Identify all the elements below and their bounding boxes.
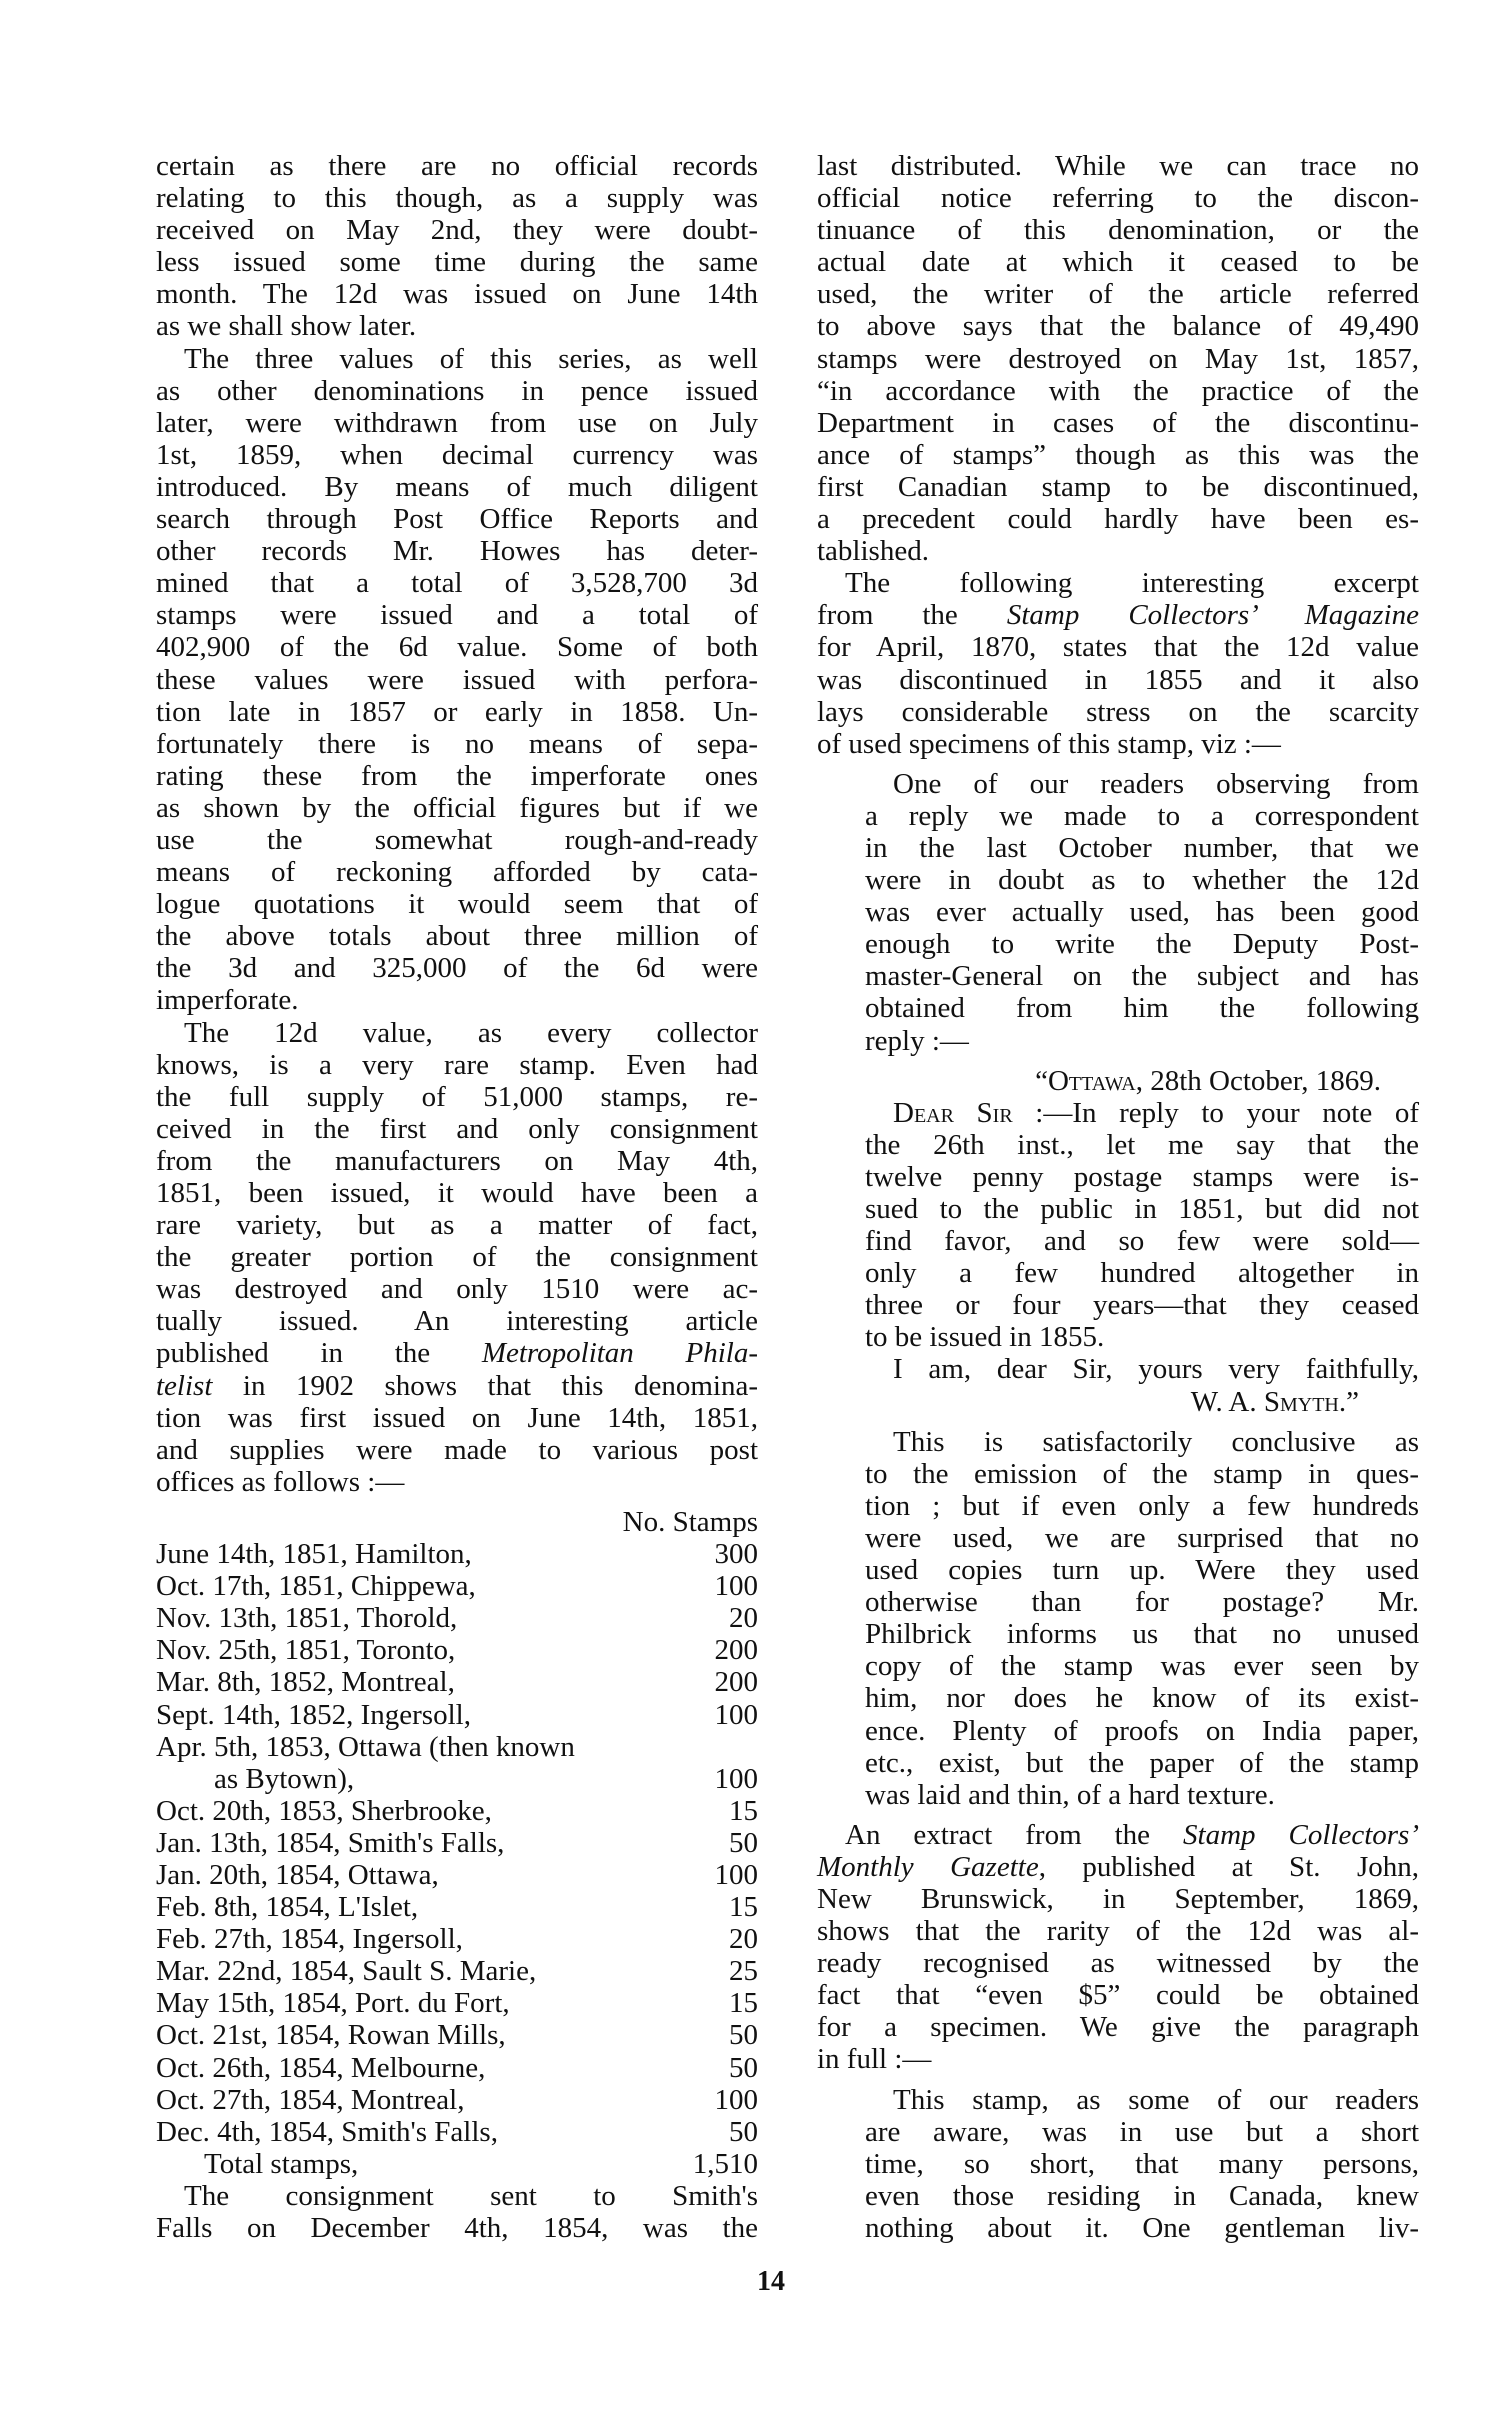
table-row: [156, 1602, 758, 1634]
text-line: otherwise than for postage? Mr.: [865, 1586, 1419, 1619]
text-run: An extract from the: [845, 1818, 1184, 1851]
table-row: [156, 1763, 758, 1795]
letter-from-deputy-postmaster: [865, 1065, 1419, 1418]
table-row: [156, 1699, 758, 1731]
text-line: other records Mr. Howes has deter-: [156, 535, 758, 568]
text-line: of used specimens of this stamp, viz :—: [817, 727, 1281, 760]
row-value: 300: [714, 1538, 758, 1571]
row-value: 15: [729, 1891, 758, 1924]
text-line: shows that the rarity of the 12d was al-: [817, 1915, 1419, 1948]
publication-title-monthly-gazette: Stamp Collectors’: [1183, 1818, 1419, 1851]
row-value: 200: [714, 1666, 758, 1699]
text-line: a precedent could hardly have been es-: [817, 503, 1419, 536]
table-row: [156, 1538, 758, 1570]
text-line: logue quotations it would seem that of: [156, 888, 758, 921]
text-line: as we shall show later.: [156, 310, 417, 343]
table-row: [156, 1634, 758, 1666]
table-row: [156, 2052, 758, 2084]
paragraph-left-4: [156, 2180, 758, 2244]
block-quote-magazine: [817, 768, 1419, 1811]
text-line: official notice referring to the discon-: [817, 182, 1419, 215]
text-line: month. The 12d was issued on June 14th: [156, 278, 758, 311]
text-line: and supplies were made to various post: [156, 1433, 758, 1466]
row-value: 15: [729, 1794, 758, 1827]
row-value: 100: [714, 1570, 758, 1603]
text-line: fortunately there is no means of sepa-: [156, 727, 758, 760]
row-value: 20: [729, 1923, 758, 1956]
row-label: Jan. 20th, 1854, Ottawa,: [156, 1858, 439, 1891]
text-line: mined that a total of 3,528,700 3d: [156, 567, 758, 600]
text-line: ance of stamps” though as this was the: [817, 438, 1419, 471]
text-line: knows, is a very rare stamp. Even had: [156, 1048, 758, 1081]
signature-name: Smyth: [1263, 1385, 1339, 1418]
text-line: was laid and thin, of a hard texture.: [865, 1778, 1275, 1811]
text-line: tablished.: [817, 535, 929, 568]
text-line: 1st, 1859, when decimal currency was: [156, 438, 758, 471]
text-line: for April, 1870, states that the 12d value: [817, 631, 1419, 664]
text-run: , published at St. John,: [1038, 1850, 1419, 1883]
text-run: :—In reply to your note of: [1012, 1096, 1419, 1129]
text-line: for a specimen. We give the paragraph: [817, 2011, 1419, 2044]
text-line: obtained from him the following: [865, 992, 1419, 1025]
row-value: 20: [729, 1602, 758, 1635]
text-line: imperforate.: [156, 984, 299, 1017]
row-value: 50: [729, 2019, 758, 2052]
row-label: Oct. 20th, 1853, Sherbrooke,: [156, 1794, 492, 1827]
text-run: in 1902 shows that this denomina-: [212, 1369, 758, 1402]
paragraph-right-3: [817, 1819, 1419, 2076]
text-line: tually issued. An interesting article: [156, 1305, 758, 1338]
table-row: [156, 2084, 758, 2116]
text-line: three or four years—that they ceased: [865, 1289, 1419, 1322]
publication-title-monthly-gazette: Monthly Gazette: [817, 1850, 1039, 1883]
table-row: [156, 1987, 758, 2019]
row-value: 100: [714, 1762, 758, 1795]
text-line: search through Post Office Reports and: [156, 503, 758, 536]
text-line: the above totals about three million of: [156, 920, 758, 953]
text-line: etc., exist, but the paper of the stamp: [865, 1746, 1419, 1779]
row-label: June 14th, 1851, Hamilton,: [156, 1538, 472, 1571]
text-line: these values were issued with perfora-: [156, 663, 758, 696]
table-row: [156, 1923, 758, 1955]
text-line: ence. Plenty of proofs on India paper,: [865, 1714, 1419, 1747]
row-label: Feb. 27th, 1854, Ingersoll,: [156, 1923, 463, 1956]
dateline-city: “Ottawa: [1035, 1064, 1136, 1097]
text-line: This stamp, as some of our readers: [893, 2083, 1419, 2116]
text-line: rare variety, but as a matter of fact,: [156, 1209, 758, 1242]
text-line: time, so short, that many persons,: [865, 2147, 1419, 2180]
text-line: enough to write the Deputy Post-: [865, 928, 1419, 961]
text-line: [156, 1370, 758, 1402]
letter-signature: [865, 1386, 1419, 1418]
publication-title-metropolitan-philatelist: Metropolitan Phila-: [481, 1337, 758, 1370]
text-line: sued to the public in 1851, but did not: [865, 1193, 1419, 1225]
row-label: Dec. 4th, 1854, Smith's Falls,: [156, 2115, 498, 2148]
text-line: master-General on the subject and has: [865, 960, 1419, 993]
stamp-distribution-table: [156, 1506, 758, 2180]
row-value: 15: [729, 1987, 758, 2020]
text-run: from the: [817, 599, 1007, 632]
dateline-date: , 28th October, 1869.: [1135, 1064, 1381, 1097]
text-line: use the somewhat rough-and-ready: [156, 823, 758, 856]
right-column: [817, 150, 1419, 2244]
row-value: 100: [714, 2083, 758, 2116]
signature-end: .”: [1338, 1385, 1359, 1418]
text-line: in the last October number, that we: [865, 831, 1419, 864]
table-header: No. Stamps: [622, 1505, 758, 1538]
text-line: [817, 599, 1419, 631]
table-row: [156, 1570, 758, 1602]
table-row: [156, 2116, 758, 2148]
table-row: [156, 1859, 758, 1891]
text-line: [817, 1851, 1419, 1883]
text-line: find favor, and so few were sold—: [865, 1225, 1419, 1258]
text-line: New Brunswick, in September, 1869,: [817, 1882, 1419, 1915]
text-line: tion ; but if even only a few hundreds: [865, 1489, 1419, 1522]
publication-title-stamp-collectors-magazine: Stamp Collectors’ Magazine: [1006, 599, 1419, 632]
table-row: [156, 1827, 758, 1859]
row-label: Mar. 22nd, 1854, Sault S. Marie,: [156, 1955, 537, 1988]
text-line: were used, we are surprised that no: [865, 1521, 1419, 1554]
text-line: The following interesting excerpt: [845, 567, 1419, 600]
text-line: Philbrick informs us that no unused: [865, 1618, 1419, 1651]
table-row: [156, 1891, 758, 1923]
text-line: lays considerable stress on the scarcity: [817, 695, 1419, 728]
row-label: Oct. 17th, 1851, Chippewa,: [156, 1570, 476, 1603]
text-line: only a few hundred altogether in: [865, 1257, 1419, 1290]
row-label: Nov. 13th, 1851, Thorold,: [156, 1602, 458, 1635]
row-value: 50: [729, 2051, 758, 2084]
text-line: The three values of this series, as well: [184, 342, 758, 375]
paragraph-left-2: [156, 343, 758, 1017]
text-line: actual date at which it ceased to be: [817, 246, 1419, 279]
row-label: Mar. 8th, 1852, Montreal,: [156, 1666, 455, 1699]
text-line: the 3d and 325,000 of the 6d were: [156, 952, 758, 985]
row-value: 50: [729, 2115, 758, 2148]
letter-salutation: Dear Sir: [893, 1096, 1013, 1129]
text-line: to be issued in 1855.: [865, 1321, 1105, 1354]
block-quote-gazette: [817, 2084, 1419, 2244]
text-line: tion was first issued on June 14th, 1851,: [156, 1401, 758, 1434]
row-value: 100: [714, 1698, 758, 1731]
text-line: last distributed. While we can trace no: [817, 150, 1419, 182]
table-row: [156, 1795, 758, 1827]
text-line: certain as there are no official records: [156, 150, 758, 182]
text-line: stamps were destroyed on May 1st, 1857,: [817, 342, 1419, 375]
text-line: was discontinued in 1855 and it also: [817, 663, 1419, 696]
row-label: Nov. 25th, 1851, Toronto,: [156, 1634, 456, 1667]
text-line: One of our readers observing from: [893, 767, 1419, 800]
letter-closing: I am, dear Sir, yours very faithfully,: [893, 1353, 1419, 1386]
text-line: Department in cases of the discontinu-: [817, 406, 1419, 439]
row-value: 100: [714, 1858, 758, 1891]
paragraph-right-1: [817, 150, 1419, 567]
row-label: as Bytown),: [214, 1762, 355, 1795]
text-line: The 12d value, as every collector: [184, 1016, 758, 1049]
text-line: twelve penny postage stamps were is-: [865, 1160, 1419, 1193]
row-label: Jan. 13th, 1854, Smith's Falls,: [156, 1826, 505, 1859]
table-row: [156, 1955, 758, 1987]
total-value: 1,510: [692, 2147, 758, 2180]
row-value: 50: [729, 1826, 758, 1859]
text-line: as other denominations in pence issued: [156, 374, 758, 407]
text-line: relating to this though, as a supply was: [156, 182, 758, 215]
text-line: later, were withdrawn from use on July: [156, 406, 758, 439]
text-line: means of reckoning afforded by cata-: [156, 856, 758, 889]
row-label: May 15th, 1854, Port. du Fort,: [156, 1987, 510, 2020]
text-line: 1851, been issued, it would have been a: [156, 1177, 758, 1209]
text-line: less issued some time during the same: [156, 246, 758, 279]
text-line: tion late in 1857 or early in 1858. Un-: [156, 695, 758, 728]
row-label: Feb. 8th, 1854, L'Islet,: [156, 1891, 419, 1924]
table-total-row: [156, 2148, 758, 2180]
text-line: 402,900 of the 6d value. Some of both: [156, 631, 758, 664]
page-number: 14: [757, 2266, 785, 2297]
text-line: a reply we made to a correspondent: [865, 799, 1419, 832]
text-line: nothing about it. One gentleman liv-: [865, 2211, 1419, 2244]
text-line: offices as follows :—: [156, 1465, 405, 1498]
text-line: [156, 1337, 758, 1369]
text-line: reply :—: [865, 1024, 969, 1057]
row-label: Oct. 27th, 1854, Montreal,: [156, 2083, 465, 2116]
text-line: This is satisfactorily conclusive as: [893, 1425, 1419, 1458]
text-line: stamps were issued and a total of: [156, 599, 758, 632]
text-line: ready recognised as witnessed by the: [817, 1947, 1419, 1980]
letter-dateline: [865, 1065, 1419, 1097]
row-label: Oct. 21st, 1854, Rowan Mills,: [156, 2019, 506, 2052]
text-line: in full :—: [817, 2043, 932, 2076]
text-line: tinuance of this denomination, or the: [817, 214, 1419, 247]
text-line: as shown by the official figures but if we: [156, 791, 758, 824]
row-label: Apr. 5th, 1853, Ottawa (then known: [156, 1730, 575, 1763]
text-line: used, the writer of the article referred: [817, 278, 1419, 311]
text-line: from the manufacturers on May 4th,: [156, 1144, 758, 1177]
paragraph-left-1: [156, 150, 758, 343]
publication-title-metropolitan-philatelist: telist: [156, 1369, 213, 1402]
text-line: the greater portion of the consignment: [156, 1241, 758, 1274]
text-line: introduced. By means of much diligent: [156, 470, 758, 503]
row-value: 25: [729, 1955, 758, 1988]
text-line: even those residing in Canada, knew: [865, 2179, 1419, 2212]
text-line: to above says that the balance of 49,490: [817, 310, 1419, 343]
text-line: received on May 2nd, they were doubt-: [156, 214, 758, 247]
row-label: Sept. 14th, 1852, Ingersoll,: [156, 1698, 471, 1731]
text-line: was ever actually used, has been good: [865, 896, 1419, 929]
text-line: were in doubt as to whether the 12d: [865, 864, 1419, 897]
text-line: first Canadian stamp to be discontinued,: [817, 470, 1419, 503]
paragraph-left-3: [156, 1017, 758, 1498]
text-line: him, nor does he know of its exist-: [865, 1682, 1419, 1715]
text-line: [817, 1819, 1419, 1851]
row-value: 200: [714, 1634, 758, 1667]
text-line: rating these from the imperforate ones: [156, 759, 758, 792]
text-line: Falls on December 4th, 1854, was the: [156, 2212, 758, 2244]
text-line: used copies turn up. Were they used: [865, 1554, 1419, 1587]
text-line: are aware, was in use but a short: [865, 2115, 1419, 2148]
text-line: The consignment sent to Smith's: [184, 2179, 758, 2212]
text-run: published in the: [156, 1337, 482, 1370]
text-line: [865, 1097, 1419, 1129]
text-line: was destroyed and only 1510 were ac-: [156, 1273, 758, 1306]
table-row: [156, 1731, 758, 1763]
paragraph-right-2: [817, 567, 1419, 760]
text-line: to the emission of the stamp in ques-: [865, 1457, 1419, 1490]
table-row: [156, 2019, 758, 2051]
table-row: [156, 1666, 758, 1698]
text-line: fact that “even $5” could be obtained: [817, 1979, 1419, 2012]
text-line: the 26th inst., let me say that the: [865, 1128, 1419, 1161]
text-line: “in accordance with the practice of the: [817, 374, 1419, 407]
row-label: Oct. 26th, 1854, Melbourne,: [156, 2051, 486, 2084]
left-column: [156, 150, 758, 2244]
text-line: ceived in the first and only consignment: [156, 1112, 758, 1145]
signature-initials: W. A.: [1190, 1385, 1264, 1418]
text-line: the full supply of 51,000 stamps, re-: [156, 1080, 758, 1113]
text-line: copy of the stamp was ever seen by: [865, 1650, 1419, 1683]
total-label: Total stamps,: [204, 2147, 359, 2180]
